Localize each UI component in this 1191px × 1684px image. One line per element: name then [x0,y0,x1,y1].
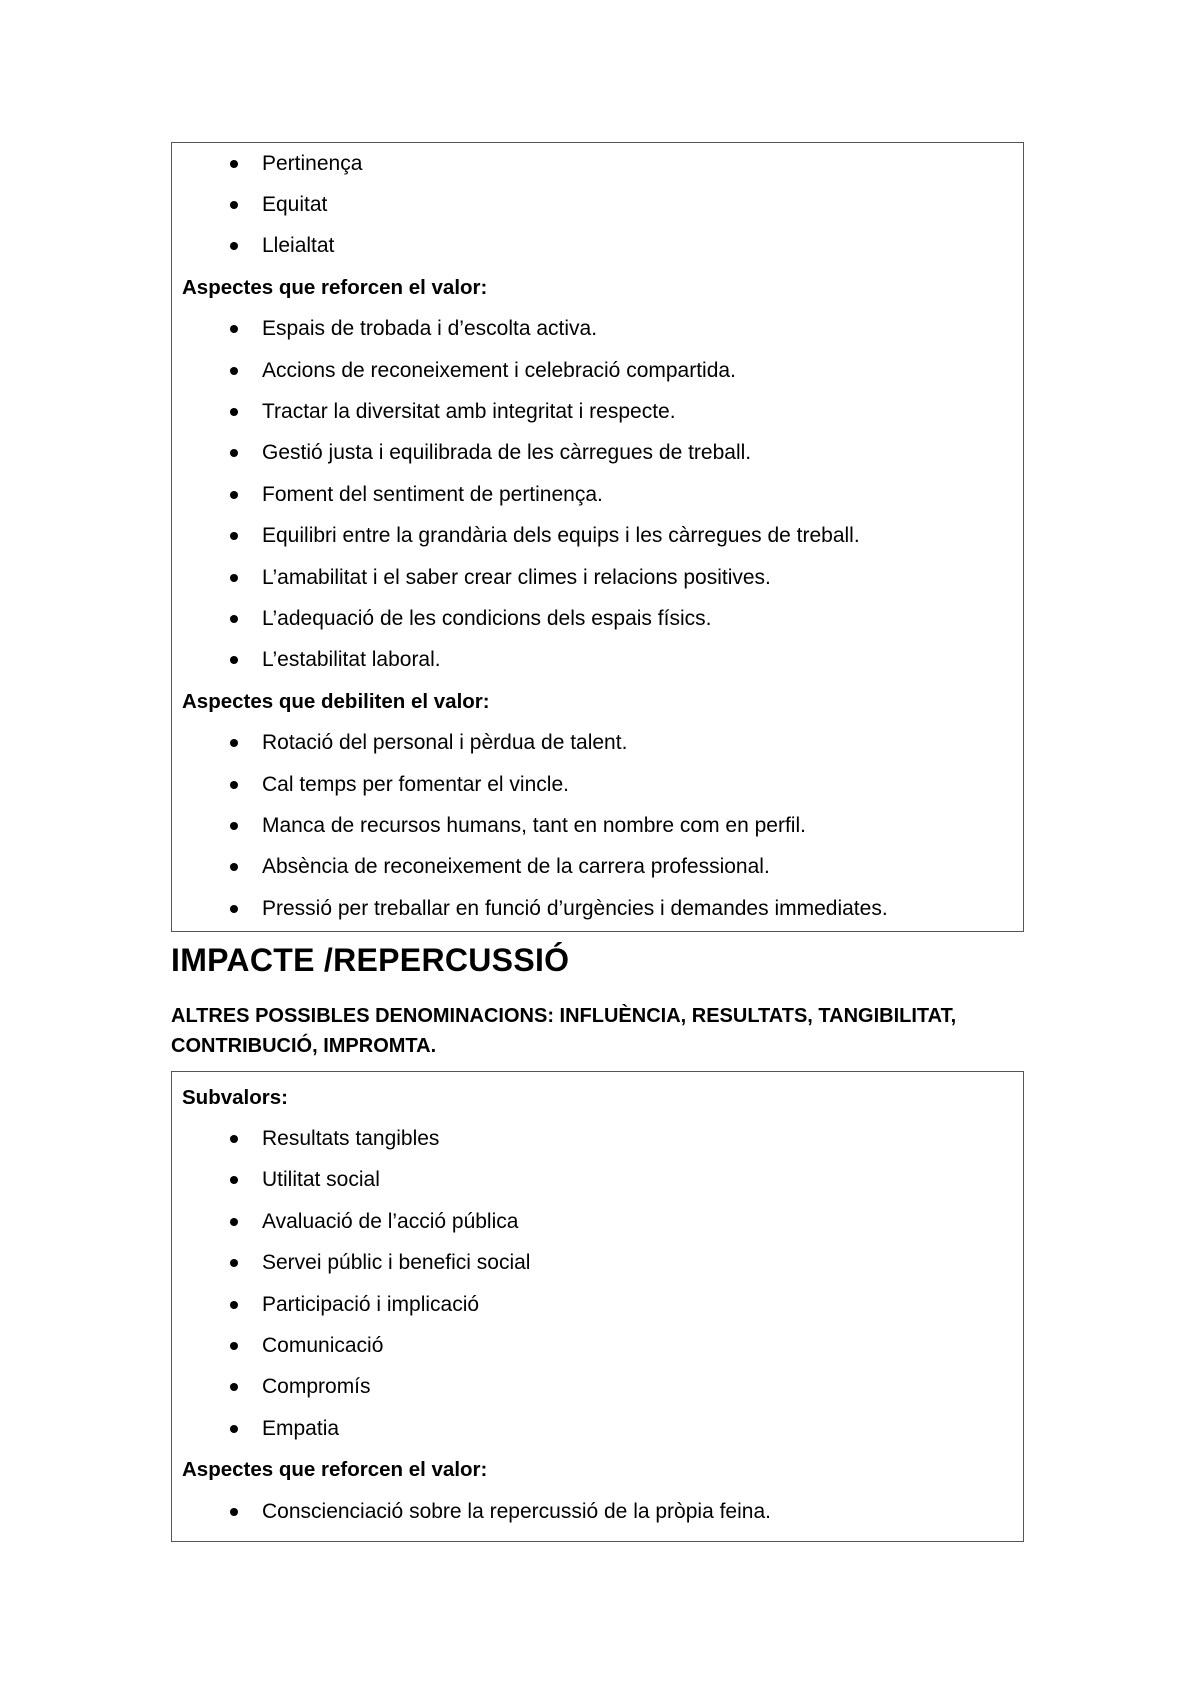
list-item [182,805,1013,846]
bullet-icon [230,1259,238,1267]
list-item [182,474,1013,515]
list-item [182,722,1013,763]
bullet-icon [230,863,238,871]
list-item [182,1325,1013,1366]
bullet-icon [230,201,238,209]
list-item [182,391,1013,432]
bullet-icon [230,242,238,250]
bullet-icon [230,1342,238,1350]
list-item-text: Rotació del personal i pèrdua de talent. [262,731,628,755]
list-item [182,309,1013,350]
list-item [182,640,1013,681]
list-item-text: Lleialtat [262,234,335,258]
list-item [182,516,1013,557]
list-item [182,1201,1013,1242]
list-item-text: Foment del sentiment de pertinença. [262,482,603,506]
bullet-icon [230,1301,238,1309]
values-list [182,143,1013,929]
section-subtitle: ALTRES POSSIBLES DENOMINACIONS: INFLUÈNCIA, RESULTATS, TANGIBILITAT, CONTRIBUCIÓ, IMPROMTA. [171,1005,957,1057]
bullet-icon [230,822,238,830]
list-heading: Aspectes que reforcen el valor: [182,275,488,299]
list-item [182,764,1013,805]
list-item [182,1491,1013,1532]
bullet-icon [230,1135,238,1143]
list-item-text: L’estabilitat laboral. [262,648,441,672]
bullet-icon [230,1383,238,1391]
list-item-text: Equilibri entre la grandària dels equips i les càrregues de treball. [262,524,860,548]
bullet-icon [230,574,238,582]
list-item-text: Servei públic i benefici social [262,1251,531,1275]
list-item-text: Pressió per treballar en funció d’urgències i demandes immediates. [262,896,888,920]
list-item [182,1367,1013,1408]
bullet-icon [230,656,238,664]
list-item-text: Conscienciació sobre la repercussió de la pròpia feina. [262,1499,771,1523]
section-title: IMPACTE /REPERCUSSIÓ [171,942,570,978]
list-item-text: Pertinença [262,151,363,175]
list-item [182,1408,1013,1449]
list-item-text: Empatia [262,1416,340,1440]
list-item [182,1118,1013,1159]
list-item-text: L’adequació de les condicions dels espais físics. [262,606,712,630]
bullet-icon [230,1176,238,1184]
list-item-text: Accions de reconeixement i celebració compartida. [262,358,736,382]
list-item-text: Equitat [262,193,328,217]
list-item-text: Avaluació de l’acció pública [262,1209,519,1233]
list-item-text: Gestió justa i equilibrada de les càrregues de treball. [262,441,752,465]
list-item-text: Utilitat social [262,1168,380,1192]
list-item-text: Tractar la diversitat amb integritat i respecte. [262,400,676,424]
list-item [182,1160,1013,1201]
list-item [182,557,1013,598]
list-item [182,350,1013,391]
list-item-text: L’amabilitat i el saber crear climes i relacions positives. [262,565,771,589]
list-heading: Aspectes que debiliten el valor: [182,689,490,713]
list-item-text: Absència de reconeixement de la carrera professional. [262,855,770,879]
bullet-icon [230,449,238,457]
list-item-text: Manca de recursos humans, tant en nombre com en perfil. [262,813,806,837]
bullet-icon [230,1425,238,1433]
bullet-icon [230,160,238,168]
list-item [182,226,1013,267]
bullet-icon [230,739,238,747]
bullet-icon [230,367,238,375]
list-item [182,888,1013,929]
list-heading: Subvalors: [182,1085,288,1109]
bullet-icon [230,408,238,416]
list-item [182,433,1013,474]
list-item-text: Cal temps per fomentar el vincle. [262,772,569,796]
values-box-continued [171,142,1024,932]
list-item [182,598,1013,639]
list-item [182,1243,1013,1284]
bullet-icon [230,781,238,789]
list-item [182,847,1013,888]
bullet-icon [230,1508,238,1516]
bullet-icon [230,1218,238,1226]
bullet-icon [230,532,238,540]
list-heading: Aspectes que reforcen el valor: [182,1458,488,1482]
list-item-text: Participació i implicació [262,1292,480,1316]
bullet-icon [230,615,238,623]
list-item [182,143,1013,184]
list-item-text: Comunicació [262,1334,384,1358]
values-list [182,1077,1013,1532]
values-box-impact [171,1071,1024,1542]
list-item-text: Resultats tangibles [262,1127,440,1151]
list-item [182,184,1013,225]
list-item [182,1284,1013,1325]
bullet-icon [230,905,238,913]
bullet-icon [230,491,238,499]
bullet-icon [230,325,238,333]
list-item-text: Espais de trobada i d’escolta activa. [262,317,598,341]
list-item-text: Compromís [262,1375,371,1399]
